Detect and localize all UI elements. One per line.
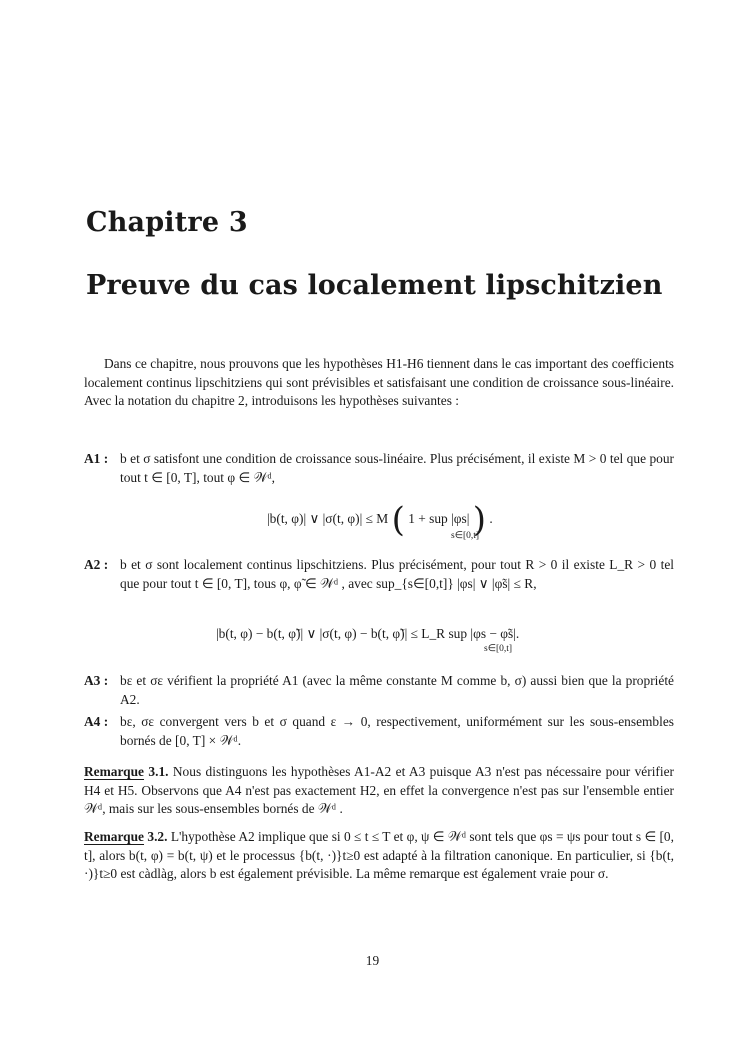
hypothesis-a2 (84, 556, 674, 593)
hypothesis-text: bε, σε convergent vers b et σ quand ε → 0, respectivement, uniformément sur les sous-ensembles bornés de [0, T] × 𝒲ᵈ. (120, 714, 674, 748)
hypothesis-text: b et σ satisfont une condition de croissance sous-linéaire. Plus précisément, il existe M > 0 tel que pour tout t ∈ [0, T], tout φ ∈ 𝒲ᵈ, (120, 451, 674, 485)
hypothesis-label: A2 : (84, 557, 109, 572)
remark-3-2 (84, 828, 674, 884)
formula-a1-subscript: s∈[0,t] (451, 531, 480, 541)
remark-text: L'hypothèse A2 implique que si 0 ≤ t ≤ T et φ, ψ ∈ 𝒲ᵈ sont tels que φs = ψs pour tout s ∈ [0, t], alors b(t, φ) = b(t, ψ) et le processus {b(t, ·)}t≥0 est adapté à la filtration canonique. En particulier, si {b(t, ·)}t≥0 est càdlàg, alors b est également prévisible. La même remarque est également vraie pour σ. (84, 829, 674, 881)
remark-text: Nous distinguons les hypothèses A1-A2 et A3 puisque A3 n'est pas nécessaire pour vérifier H4 et H5. Observons que A4 n'est pas exactement H2, en effet la convergence n'est pas sur l'ensemble entier 𝒲ᵈ, mais sur les sous-ensembles bornés de 𝒲ᵈ . (84, 764, 674, 816)
remark-3-1 (84, 763, 674, 819)
chapter-title: Preuve du cas localement lipschitzien (86, 270, 663, 301)
remark-heading: Remarque (84, 764, 145, 779)
hypothesis-a3 (84, 672, 674, 709)
hypothesis-text: bε et σε vérifient la propriété A1 (avec la même constante M comme b, σ) aussi bien que la propriété A2. (120, 673, 674, 707)
right-paren: ) (472, 500, 487, 540)
formula-a1-lhs: |b(t, φ)| ∨ |σ(t, φ)| ≤ M (267, 511, 389, 526)
hypothesis-label: A4 : (84, 714, 109, 729)
hypothesis-label: A3 : (84, 673, 109, 688)
hypothesis-a4 (84, 713, 674, 750)
page-number: 19 (365, 953, 380, 968)
remark-number: 3.1. (148, 764, 169, 779)
hypothesis-text: b et σ sont localement continus lipschitziens. Plus précisément, pour tout R > 0 il existe L_R > 0 tel que pour tout t ∈ [0, T], tous φ, φ̃ ∈ 𝒲ᵈ , avec sup_{s∈[0,t]} |φs| ∨ |φ̃s| ≤ R, (120, 557, 674, 591)
chapter-number: Chapitre 3 (86, 207, 248, 238)
remark-heading: Remarque (84, 829, 145, 844)
formula-a1-period: . (489, 511, 493, 526)
intro-paragraph: Dans ce chapitre, nous prouvons que les hypothèses H1-H6 tiennent dans le cas important des coefficients localement continus lipschitziens qui sont prévisibles et satisfaisant une condition de croissance sous-linéaire. Avec la notation du chapitre 2, introduisons les hypothèses suivantes : (84, 356, 674, 408)
formula-a2: |b(t, φ) − b(t, φ̃)| ∨ |σ(t, φ) − b(t, φ̃)| ≤ L_R sup |φs − φ̃s|. (216, 626, 520, 641)
hypothesis-label: A1 : (84, 451, 109, 466)
remark-number: 3.2. (147, 829, 168, 844)
left-paren: ( (391, 500, 405, 540)
hypothesis-a1 (84, 450, 674, 487)
formula-a1-inner: 1 + sup |φs| (408, 511, 470, 526)
formula-a2-subscript: s∈[0,t] (484, 644, 513, 654)
